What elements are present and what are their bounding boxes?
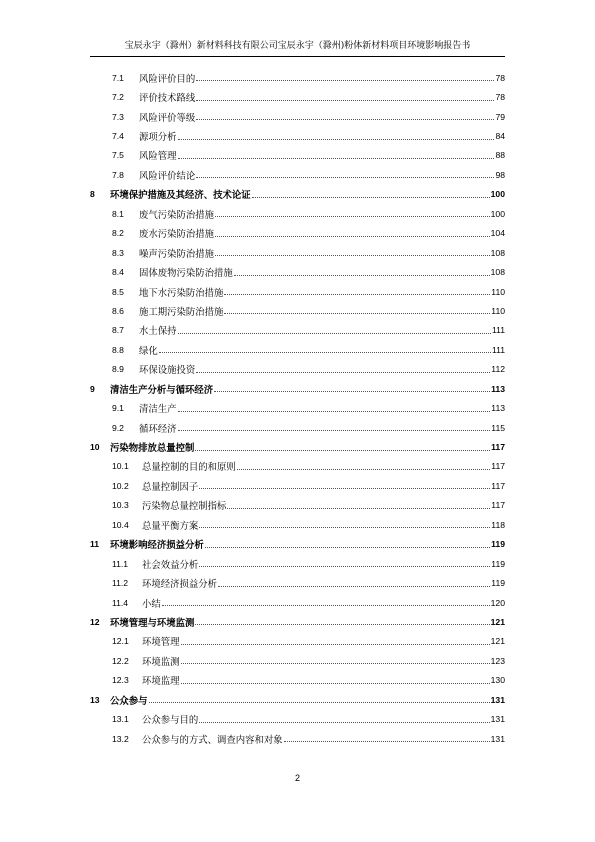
toc-section-entry[interactable] [90,593,505,612]
toc-entry-title: 风险管理 [139,151,177,163]
toc-section-entry[interactable] [90,301,505,320]
toc-dot-leader [284,741,490,742]
toc-dot-leader [196,119,494,120]
toc-section-entry[interactable] [90,146,505,165]
toc-section-entry[interactable] [90,204,505,223]
toc-entry-page: 98 [495,169,505,180]
toc-entry-title: 环境监理 [142,676,180,688]
toc-entry-page: 110 [491,286,505,297]
toc-entry-number: 8.7 [112,325,124,336]
toc-entry-title: 绿化 [139,345,158,357]
toc-entry-number: 12.1 [112,636,129,647]
toc-entry-page: 111 [491,344,505,355]
toc-entry-page: 119 [491,539,505,550]
toc-dot-leader [205,547,490,548]
toc-entry-page: 100 [490,208,505,219]
toc-section-entry[interactable] [90,709,505,728]
toc-dot-leader [224,313,490,314]
toc-section-entry[interactable] [90,68,505,87]
toc-dot-leader [196,100,494,101]
toc-section-entry[interactable] [90,262,505,281]
toc-chapter-entry[interactable] [90,690,505,709]
toc-entry-page: 123 [490,655,505,666]
toc-entry-page: 78 [495,72,505,83]
toc-section-entry[interactable] [90,165,505,184]
toc-entry-page: 111 [491,325,505,336]
toc-entry-page: 115 [491,422,505,433]
toc-entry-number: 8.5 [112,286,124,297]
toc-section-entry[interactable] [90,321,505,340]
toc-dot-leader [199,722,489,723]
toc-entry-number: 13.2 [112,733,129,744]
toc-section-entry[interactable] [90,126,505,145]
toc-entry-number: 13 [90,694,100,705]
toc-entry-number: 7.3 [112,111,124,122]
toc-entry-number: 8.2 [112,228,124,239]
toc-chapter-entry[interactable] [90,379,505,398]
toc-section-entry[interactable] [90,496,505,515]
toc-entry-title: 水土保持 [139,326,177,338]
toc-section-entry[interactable] [90,107,505,126]
toc-dot-leader [178,430,491,431]
toc-entry-page: 119 [491,578,505,589]
toc-entry-title: 废气污染防治措施 [139,209,215,221]
toc-dot-leader [181,683,490,684]
toc-entry-number: 11 [90,539,100,550]
toc-entry-number: 7.4 [112,131,124,142]
toc-dot-leader [215,216,490,217]
toc-entry-title: 源项分析 [139,132,177,144]
toc-entry-title: 环境监测 [142,656,180,668]
toc-entry-page: 117 [491,500,505,511]
toc-entry-number: 11.2 [112,578,129,589]
toc-entry-page: 119 [491,558,505,569]
toc-entry-page: 108 [490,247,505,258]
toc-chapter-entry[interactable] [90,535,505,554]
toc-dot-leader [199,527,490,528]
toc-chapter-entry[interactable] [90,185,505,204]
toc-dot-leader [199,566,490,567]
toc-entry-title: 环保设施投资 [139,365,196,377]
toc-entry-title: 循环经济 [139,423,177,435]
toc-chapter-entry[interactable] [90,612,505,631]
toc-dot-leader [195,624,489,625]
toc-entry-page: 108 [490,267,505,278]
toc-entry-page: 118 [491,519,505,530]
toc-section-entry[interactable] [90,651,505,670]
toc-entry-number: 10.1 [112,461,129,472]
toc-dot-leader [195,450,490,451]
toc-entry-title: 地下水污染防治措施 [139,287,224,299]
toc-entry-title: 公众参与的方式、调查内容和对象 [142,734,283,746]
toc-section-entry[interactable] [90,340,505,359]
header-rule [90,56,505,57]
toc-entry-title: 公众参与目的 [142,715,199,727]
toc-entry-title: 施工期污染防治措施 [139,306,224,318]
toc-section-entry[interactable] [90,671,505,690]
toc-entry-title: 环境影响经济损益分析 [110,540,204,552]
toc-section-entry[interactable] [90,360,505,379]
toc-entry-title: 总量控制的目的和原则 [142,462,236,474]
toc-entry-title: 环境管理 [142,637,180,649]
toc-entry-title: 清洁生产分析与循环经济 [110,384,214,396]
toc-section-entry[interactable] [90,282,505,301]
toc-entry-number: 10 [90,442,100,453]
toc-entry-page: 117 [491,461,505,472]
toc-entry-page: 130 [490,675,505,686]
toc-entry-page: 121 [490,616,505,627]
toc-entry-number: 8.8 [112,344,124,355]
toc-dot-leader [181,644,490,645]
toc-entry-page: 104 [490,228,505,239]
toc-entry-number: 7.5 [112,150,124,161]
toc-entry-page: 100 [490,189,505,200]
toc-entry-number: 11.1 [112,558,129,569]
toc-entry-number: 8.6 [112,305,124,316]
toc-entry-page: 88 [495,150,505,161]
toc-dot-leader [199,488,490,489]
toc-entry-title: 废水污染防治措施 [139,229,215,241]
toc-dot-leader [218,586,490,587]
table-of-contents [90,68,505,748]
toc-entry-page: 120 [490,597,505,608]
toc-entry-title: 总量控制因子 [142,481,199,493]
toc-entry-title: 环境保护措施及其经济、技术论证 [110,190,251,202]
toc-section-entry[interactable] [90,476,505,495]
toc-entry-number: 8 [90,189,95,200]
toc-entry-title: 环境经济损益分析 [142,579,218,591]
toc-entry-number: 8.3 [112,247,124,258]
toc-entry-number: 11.4 [112,597,129,608]
toc-entry-page: 113 [491,383,505,394]
toc-section-entry[interactable] [90,87,505,106]
toc-entry-page: 79 [495,111,505,122]
toc-dot-leader [181,663,490,664]
toc-section-entry[interactable] [90,515,505,534]
toc-dot-leader [215,255,490,256]
toc-entry-number: 10.3 [112,500,129,511]
toc-entry-number: 12.2 [112,655,129,666]
toc-entry-page: 131 [490,733,505,744]
toc-entry-title: 污染物总量控制指标 [142,501,227,513]
toc-entry-page: 117 [491,480,505,491]
toc-entry-number: 7.2 [112,92,124,103]
toc-section-entry[interactable] [90,418,505,437]
toc-entry-title: 小结 [142,598,161,610]
toc-dot-leader [224,294,490,295]
toc-chapter-entry[interactable] [90,437,505,456]
toc-entry-page: 131 [490,714,505,725]
toc-entry-title: 社会效益分析 [142,559,199,571]
toc-entry-page: 112 [491,364,505,375]
toc-section-entry[interactable] [90,554,505,573]
running-header: 宝辰永宇（滁州）新材料科技有限公司宝辰永宇（滁州)粉体新材料项目环境影响报告书 [124,41,471,51]
toc-entry-number: 7.8 [112,169,124,180]
toc-section-entry[interactable] [90,224,505,243]
toc-section-entry[interactable] [90,573,505,592]
toc-entry-page: 78 [495,92,505,103]
toc-dot-leader [252,197,490,198]
toc-dot-leader [178,139,495,140]
toc-section-entry[interactable] [90,457,505,476]
toc-dot-leader [237,469,491,470]
toc-entry-number: 12 [90,616,100,627]
toc-dot-leader [159,352,491,353]
toc-entry-page: 110 [491,305,505,316]
toc-dot-leader [178,333,491,334]
toc-dot-leader [214,391,490,392]
toc-entry-number: 10.2 [112,480,129,491]
toc-entry-number: 10.4 [112,519,129,530]
toc-entry-title: 风险评价目的 [139,73,196,85]
toc-entry-title: 总量平衡方案 [142,520,199,532]
toc-entry-title: 风险评价等级 [139,112,196,124]
toc-entry-page: 117 [491,442,505,453]
toc-entry-title: 环境管理与环境监测 [110,617,195,629]
toc-entry-number: 12.3 [112,675,129,686]
toc-entry-title: 公众参与 [110,695,148,707]
toc-dot-leader [178,411,491,412]
toc-section-entry[interactable] [90,632,505,651]
toc-section-entry[interactable] [90,729,505,748]
toc-entry-page: 84 [495,131,505,142]
toc-dot-leader [196,80,494,81]
toc-entry-title: 评价技术路线 [139,93,196,105]
toc-dot-leader [196,372,490,373]
toc-entry-title: 清洁生产 [139,404,177,416]
toc-entry-title: 固体废物污染防治措施 [139,268,233,280]
toc-entry-page: 131 [490,694,505,705]
toc-dot-leader [196,177,494,178]
toc-dot-leader [149,702,490,703]
page-number: 2 [294,773,300,783]
toc-entry-number: 8.9 [112,364,124,375]
toc-dot-leader [178,158,495,159]
toc-section-entry[interactable] [90,243,505,262]
toc-entry-number: 9.1 [112,403,124,414]
toc-entry-number: 9 [90,383,95,394]
toc-entry-title: 风险评价结论 [139,170,196,182]
toc-entry-number: 13.1 [112,714,129,725]
toc-section-entry[interactable] [90,398,505,417]
toc-entry-title: 污染物排放总量控制 [110,443,195,455]
toc-dot-leader [215,236,490,237]
toc-dot-leader [234,275,490,276]
toc-dot-leader [227,508,490,509]
toc-entry-number: 9.2 [112,422,124,433]
toc-entry-number: 7.1 [112,72,124,83]
toc-entry-page: 113 [491,403,505,414]
toc-dot-leader [162,605,490,606]
toc-entry-title: 噪声污染防治措施 [139,248,215,260]
toc-entry-page: 121 [490,636,505,647]
toc-entry-number: 8.4 [112,267,124,278]
toc-entry-number: 8.1 [112,208,124,219]
